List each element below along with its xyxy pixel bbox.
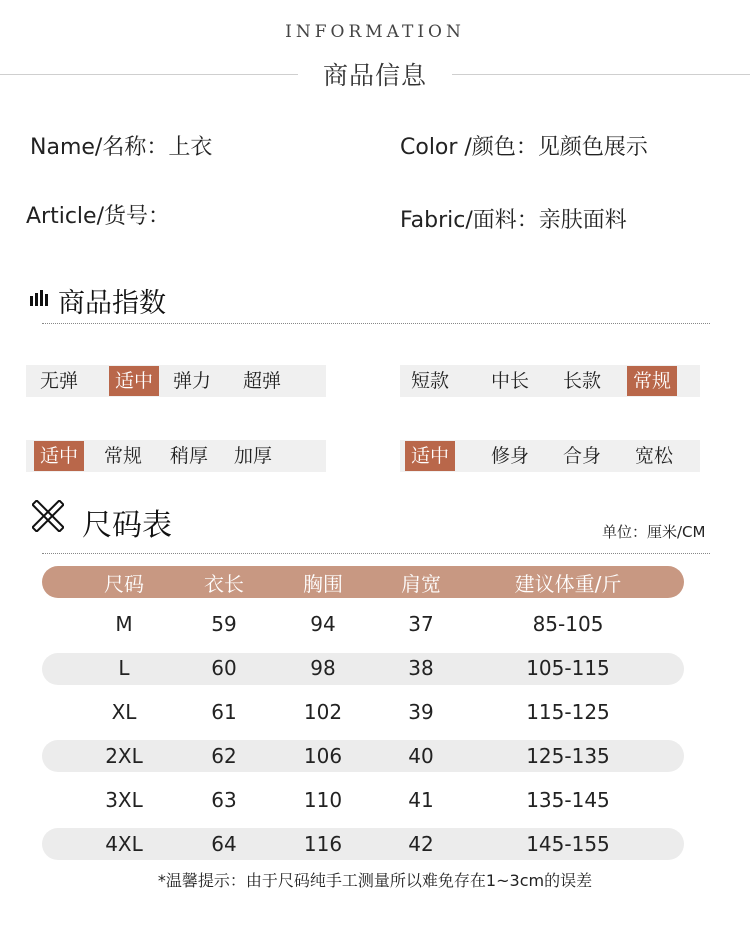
- size-table-cell: 115-125: [526, 700, 610, 724]
- size-table-cell: 3XL: [105, 788, 143, 812]
- attr-color: Color /颜色：见颜色展示: [400, 135, 648, 160]
- size-table-cell: 98: [310, 656, 336, 680]
- size-table-cell: 63: [211, 788, 237, 812]
- size-table-cell: 40: [408, 744, 434, 768]
- size-table-cell: XL: [111, 700, 137, 724]
- size-table-header-cell: 肩宽: [401, 572, 441, 596]
- size-table-cell: 105-115: [526, 656, 610, 680]
- index-row-thickness: [26, 440, 326, 472]
- size-table-cell: 62: [211, 744, 237, 768]
- index-option-4-1-selected: 适中: [405, 441, 455, 471]
- index-option-1-3: 弹力: [173, 370, 212, 392]
- size-table-cell: 94: [310, 612, 336, 636]
- index-option-3-3: 稍厚: [170, 445, 209, 467]
- index-option-3-1-selected: 适中: [34, 441, 84, 471]
- size-table-header-cell: 尺码: [104, 572, 144, 596]
- size-table-cell: 125-135: [526, 744, 610, 768]
- index-row-length: [400, 365, 700, 397]
- size-table-cell: 2XL: [105, 744, 143, 768]
- size-table-cell: 39: [408, 700, 434, 724]
- index-option-2-1: 短款: [411, 370, 450, 392]
- index-option-4-4: 宽松: [635, 445, 674, 467]
- size-table-cell: 37: [408, 612, 434, 636]
- size-table-cell: 102: [303, 700, 343, 724]
- ruler-pencil-cross-icon: [32, 500, 64, 532]
- header-title-en: INFORMATION: [285, 22, 465, 42]
- size-table-cell: 64: [211, 832, 237, 856]
- index-dotted-divider: [42, 323, 710, 324]
- index-row-elasticity: [26, 365, 326, 397]
- index-row-fit: [400, 440, 700, 472]
- index-section-title: 商品指数: [58, 288, 166, 319]
- size-note: *温馨提示：由于尺码纯手工测量所以难免存在1~3cm的误差: [157, 871, 593, 890]
- size-table-cell: M: [115, 612, 133, 636]
- index-option-4-2: 修身: [491, 445, 530, 467]
- size-table-header-cell: 胸围: [303, 572, 343, 596]
- size-dotted-divider: [42, 553, 710, 554]
- index-option-2-4-selected: 常规: [627, 366, 677, 396]
- size-table-cell: 42: [408, 832, 434, 856]
- size-table-cell: L: [118, 656, 130, 680]
- size-table-cell: 145-155: [526, 832, 610, 856]
- index-option-1-4: 超弹: [243, 370, 282, 392]
- size-table-cell: 61: [211, 700, 237, 724]
- size-table-cell: 59: [211, 612, 237, 636]
- size-table-cell: 106: [303, 744, 343, 768]
- attr-name: Name/名称：上衣: [30, 135, 213, 160]
- size-table-cell: 116: [303, 832, 343, 856]
- index-option-2-2: 中长: [491, 370, 530, 392]
- size-unit: 单位：厘米/CM: [602, 523, 706, 541]
- index-option-4-3: 合身: [563, 445, 602, 467]
- attr-fabric: Fabric/面料：亲肤面料: [400, 208, 627, 233]
- size-section-title: 尺码表: [82, 508, 172, 543]
- bar-chart-icon: [30, 290, 48, 306]
- index-option-3-2: 常规: [104, 445, 143, 467]
- size-table-cell: 38: [408, 656, 434, 680]
- size-table-cell: 4XL: [105, 832, 143, 856]
- header-title-zh: 商品信息: [322, 61, 427, 90]
- size-table-cell: 110: [303, 788, 343, 812]
- index-option-3-4: 加厚: [234, 445, 273, 467]
- size-table-cell: 60: [211, 656, 237, 680]
- size-table-cell: 85-105: [532, 612, 604, 636]
- size-table-cell: 135-145: [526, 788, 610, 812]
- size-table-header-cell: 衣长: [204, 572, 244, 596]
- size-table-cell: 41: [408, 788, 434, 812]
- attr-article: Article/货号：: [26, 204, 170, 229]
- size-table-header-cell: 建议体重/斤: [514, 572, 622, 596]
- index-option-1-2-selected: 适中: [109, 366, 159, 396]
- index-option-1-1: 无弹: [40, 370, 79, 392]
- index-option-2-3: 长款: [563, 370, 602, 392]
